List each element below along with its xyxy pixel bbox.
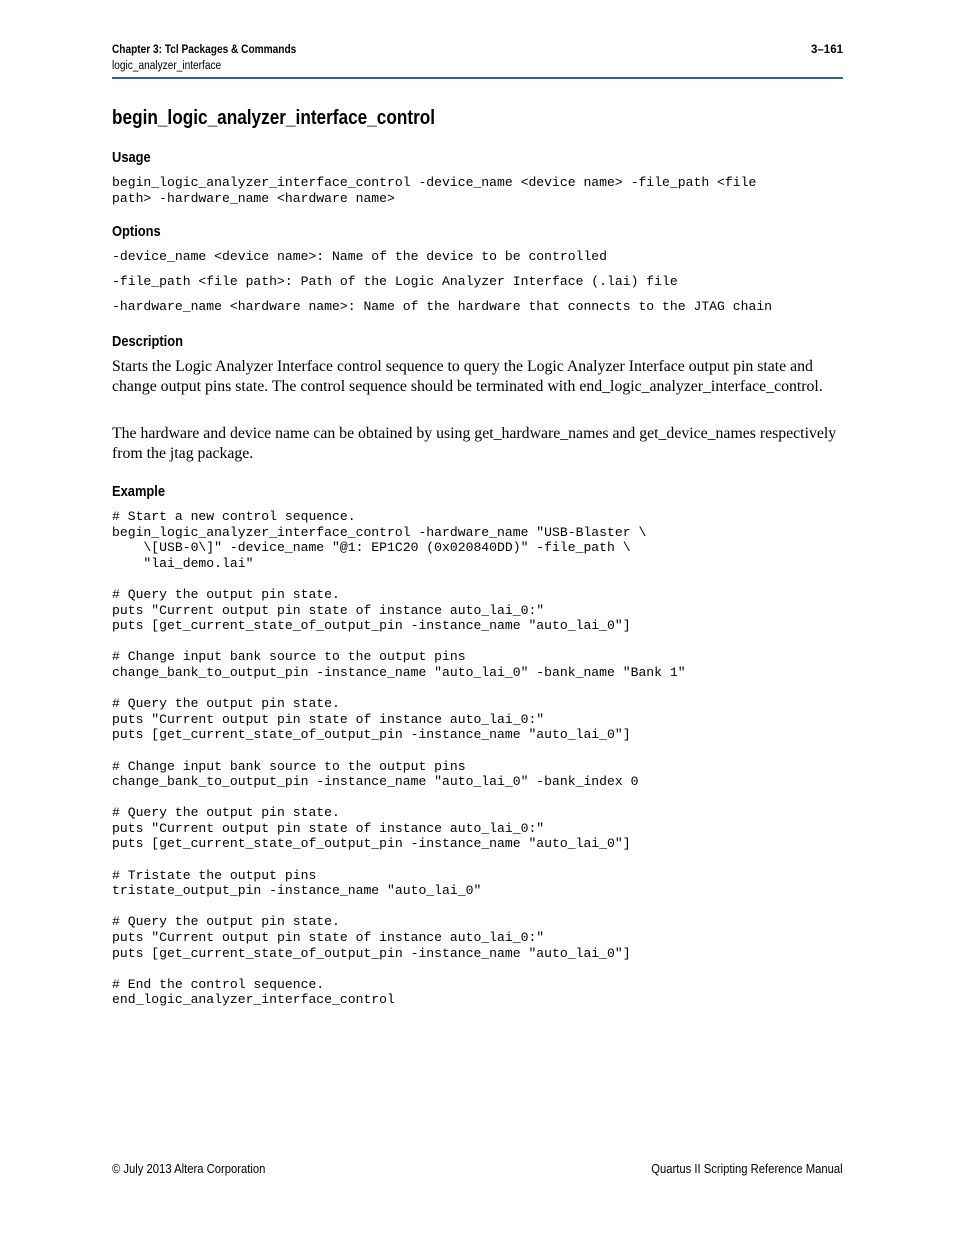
document-page [112,0,843,1235]
description-heading: Description [112,333,183,350]
option-hardware-name: -hardware_name <hardware name>: Name of the hardware that connects to the JTAG chain [112,299,773,314]
footer-manual-title: Quartus II Scripting Reference Manual [651,1162,843,1176]
description-paragraph-2: The hardware and device name can be obtained by using get_hardware_names and get_device_names respectively from the jtag package. [112,425,837,462]
options-heading: Options [112,223,161,240]
usage-heading: Usage [112,149,151,166]
example-code: # Start a new control sequence. begin_logic_analyzer_interface_control -hardware_name "USB-Blaster \ \[USB-0\]" -device_name "@1: EP1C20 (0x020840DD)" -file_path \ "lai_demo.lai" # Query the output pin state. puts "Current output pin state of instance auto_lai_0:" puts [get_current_state_of_output_pin -instance_name "auto_lai_0"] # Change input bank source to the output pins change_bank_to_output_pin -instance_name "auto_lai_0" -bank_name "Bank 1" # Query the output pin state. puts "Current output pin state of instance auto_lai_0:" puts [get_current_state_of_output_pin -instance_name "auto_lai_0"] # Change input bank source to the output pins change_bank_to_output_pin -instance_name "auto_lai_0" -bank_index 0 # Query the output pin state. puts "Current output pin state of instance auto_lai_0:" puts [get_current_state_of_output_pin -instance_name "auto_lai_0"] # Tristate the output pins tristate_output_pin -instance_name "auto_lai_0" # Query the output pin state. puts "Current output pin state of instance auto_lai_0:" puts [get_current_state_of_output_pin -instance_name "auto_lai_0"] # End the control sequence. end_logic_analyzer_interface_control [112,509,686,1008]
footer-copyright: © July 2013 Altera Corporation [112,1162,266,1176]
command-title: begin_logic_analyzer_interface_control [112,107,436,129]
description-paragraph-1: Starts the Logic Analyzer Interface control sequence to query the Logic Analyzer Interface output pin state and change output pins state. The control sequence should be terminated with end_logic_analyzer_interface_control. [112,358,823,395]
option-device-name: -device_name <device name>: Name of the device to be controlled [112,249,608,264]
usage-code: begin_logic_analyzer_interface_control -device_name <device name> -file_path <file path> -hardware_name <hardware name> [112,175,757,206]
section-name: logic_analyzer_interface [112,60,222,72]
option-file-path: -file_path <file path>: Path of the Logic Analyzer Interface (.lai) file [112,274,678,289]
header-rule [112,77,843,79]
chapter-title: Chapter 3: Tcl Packages & Commands [112,44,297,56]
example-heading: Example [112,483,166,500]
page-number: 3–161 [811,44,843,56]
